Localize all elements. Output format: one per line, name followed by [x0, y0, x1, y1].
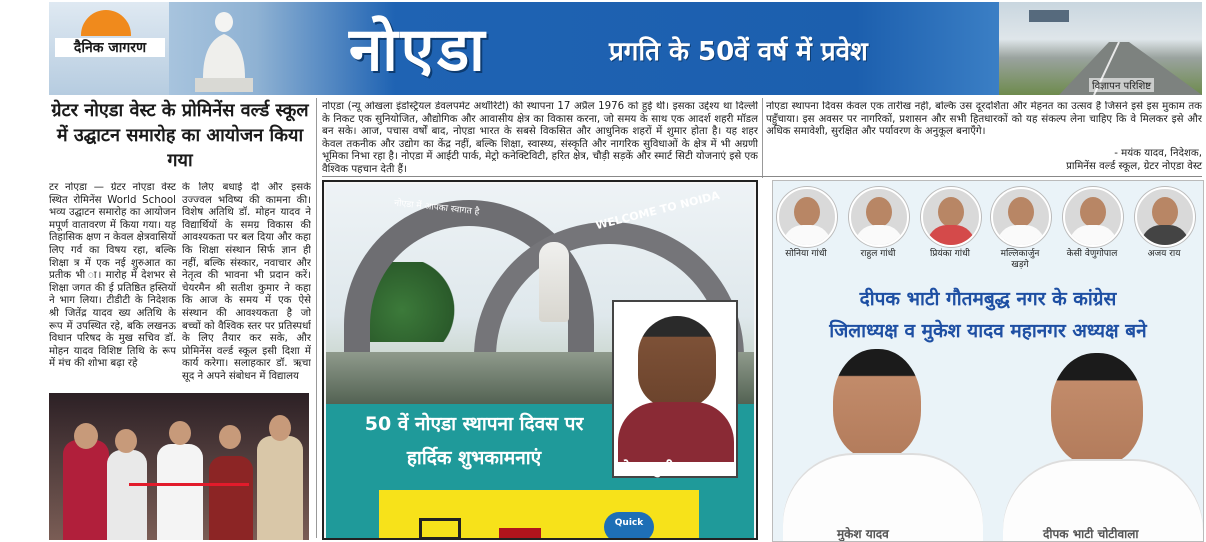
logo-text: दैनिक जागरण [55, 38, 165, 57]
column-divider [762, 98, 763, 178]
right-article: नोएडा स्थापना दिवस केवल एक तारीख नहीं, बल्कि उस दूरदर्शिता और मेहनत का उत्सव है जिसने इसे इस मुकाम तक पहुँचाया। इस अवसर पर नागरिकों, प्रशासन और सभी हितधारकों को यह संकल्प लेना चाहिए कि वे मिलकर इसे और अधिक समावेशी, सुरक्षित और पर्यावरण के अनुकूल बनाएँगे। [766, 101, 1202, 138]
leader-name: प्रियंका गांधी [929, 249, 971, 259]
greeting-line1: 50 वें नोएडा स्थापना दिवस पर [364, 413, 584, 435]
leader-name: अजय राय [1147, 249, 1181, 259]
ad-headline-line2: जिलाध्यक्ष व मुकेश यादव महानगर अध्यक्ष बने [829, 320, 1147, 342]
deepak-bhati-photo [1003, 349, 1203, 541]
noida-day-ad [322, 180, 758, 540]
leader-portrait [991, 187, 1049, 271]
leader-name: सोनिया गांधी [785, 249, 827, 259]
section-divider [322, 176, 1202, 177]
leader-photo [849, 187, 909, 247]
leader-portrait [1135, 187, 1193, 260]
photo-person-head [219, 425, 241, 449]
ribbon [129, 483, 249, 486]
sun-icon [81, 10, 131, 36]
welcome-text: WELCOME TO NOIDA [594, 188, 722, 233]
buddha-statue-icon [189, 8, 259, 94]
banner-subtitle: प्रगति के 50वें वर्ष में प्रवेश [609, 37, 868, 67]
greeting-line2: हार्दिक शुभकामनाएं [406, 447, 542, 469]
column-divider [316, 98, 317, 538]
portrait-head [833, 349, 921, 459]
photo-person [107, 450, 147, 540]
advertorial-tag: विज्ञापन परिशिष्ट [1089, 78, 1154, 92]
ad-headline-line1: दीपक भाटी गौतमबुद्ध नगर के कांग्रेस [859, 288, 1117, 310]
left-article-col2: के लिए बधाई दी और इसके उज्ज्वल भविष्य की कामना की। विशेष अतिथि डॉ. मोहन यादव ने विद्यार्थियों के समग्र विकास की आवश्यकता पर बल दिया और कहा कि शिक्षा संस्थान सिर्फ ज्ञान ही नहीं, बल्कि संस्कार, नवाचार और नेतृत्व की भावना भी प्रदान करें। चेयरमैन श्री सतीश कुमार ने कहा कि आज के समय में एक ऐसे संस्थान की आवश्यकता है जो बच्चों को वैश्विक स्तर पर प्रतिस्पर्धा के लिए तैयार कर सके, और प्रोमिनेंस वर्ल्ड स्कूल इसी दिशा में कार्य करेगा। सलाहकार डॉ. ऋचा सूद ने अपने संबोधन में विद्यालय [182, 182, 311, 382]
noida-article: नोएडा (न्यू ओखला इंडस्ट्रियल डेवलपमेंट अथॉरिटी) की स्थापना 17 अप्रैल 1976 को हुई थी। इसका उद्देश्य था दिल्ली के निकट एक सुनियोजित, औद्योगिक और आवासीय क्षेत्र का विकास करना, जो समय के साथ एक आदर्श शहरी मॉडल बन सके। आज, पचास वर्षों बाद, नोएडा भारत के सबसे विकसित और आधुनिक शहरों में शुमार होता है। यह शहर केवल तकनीक और उद्योग का केंद्र नहीं, बल्कि शिक्षा, स्वास्थ्य, संस्कृति और नागरिक सुविधाओं के क्षेत्र में भी अग्रणी भूमिका निभा रहा है। नोएडा में आईटी पार्क, मेट्रो कनेक्टिविटी, हरित क्षेत्र, चौड़ी सड़कें और स्मार्ट सिटी योजनाएं इसे एक वैश्विक पहचान देती हैं। [322, 101, 758, 175]
photo-person [63, 440, 109, 540]
left-headline: ग्रेटर नोएडा वेस्ट के प्रोमिनेंस वर्ल्ड स्कूल में उद्घाटन समारोह का आयोजन किया गया [51, 100, 309, 171]
quick-logo: Quick [604, 512, 654, 540]
leader-photo [921, 187, 981, 247]
photo-person-head [169, 421, 191, 445]
photo-person-head [115, 429, 137, 453]
event-photo [49, 393, 309, 540]
leader-portrait [921, 187, 979, 260]
proprietor-shirt [618, 402, 734, 462]
leader-portrait [1063, 187, 1121, 260]
masthead-banner [49, 2, 1202, 95]
mukesh-yadav-photo [783, 349, 983, 541]
leader-portrait [849, 187, 907, 260]
sponsor-logo [419, 518, 461, 540]
article-signature [980, 148, 1202, 173]
proprietor-photo [612, 300, 738, 478]
congress-ad [772, 180, 1204, 542]
newspaper-logo [49, 2, 169, 95]
leader-name: मल्लिकार्जुन खड़गे [1000, 249, 1040, 270]
portrait-name: दीपक भाटी चोटीवाला [1043, 527, 1139, 541]
leader-photo [1063, 187, 1123, 247]
proprietor-name: प्रोप. सुशील यादव [617, 459, 719, 477]
leader-photo [777, 187, 837, 247]
leader-photo [991, 187, 1051, 247]
arch-text: नोएडा में आपका स्वागत है [393, 198, 480, 218]
signature-line2: प्रामिनेंस वर्ल्ड स्कूल, ग्रेटर नोएडा वेस्ट [1066, 160, 1202, 172]
photo-person [257, 436, 303, 540]
buddha-statue-icon [539, 242, 569, 322]
sponsor-logo [499, 528, 541, 540]
photo-person-head [74, 423, 98, 449]
photo-person-head [269, 415, 291, 441]
photo-person [157, 444, 203, 540]
photo-person [209, 456, 253, 540]
leader-name: केसी वेणुगोपाल [1066, 249, 1118, 259]
leader-name: राहुल गांधी [860, 249, 896, 259]
signature-line1: - मयंक यादव, निदेशक, [1114, 148, 1202, 159]
portrait-head [1051, 353, 1143, 465]
leader-photo [1135, 187, 1195, 247]
portrait-name: मुकेश यादव [837, 527, 889, 541]
leader-portrait [777, 187, 835, 260]
banner-title: नोएडा [349, 15, 488, 85]
proprietor-face [638, 316, 716, 408]
left-article-col1: टर नोएडा — ग्रेटर नोएडा वेस्ट स्थित रोमिनेंस World School भव्य उद्घाटन समारोह का आयोजन मपूर्ण वातावरण में किया गया। यह तिहासिक क्षण न केवल क्षेत्रवासियों लिए गर्व का विषय रहा, बल्कि शिक्षा त्र में एक नई शुरुआत का प्रतीक भी ा। मारोह में देशभर से शिक्षा जगत की ई प्रतिष्ठित हस्तियों ने भाग लिया। टीडीटी के निदेशक श्री जितेंद्र यादव ख्य अतिथि के रूप में उपस्थित रहे, बकि लखनऊ विधान परिषद के मुख सचिव डॉ. मोहन यादव विशिष्ट तिथि के रूप में मंच की शोभा बढ़ा रहे [49, 182, 176, 370]
